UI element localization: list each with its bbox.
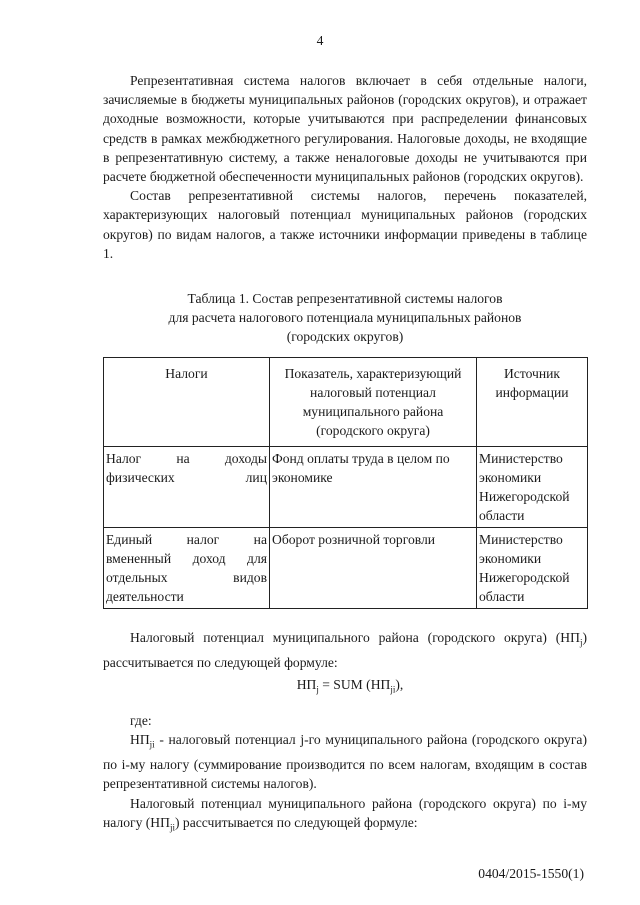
paragraph-per-tax: Налоговый потенциал муниципального района (городского округа) по i-му налогу $(НП_{ji})$ рассчитывается по следующей формуле: <box>103 795 587 833</box>
definition-npji: $НП_{ji}$ - налоговый потенциал j-го муниципального района (городского округа) по i-му налогу (суммирование производится по всем налогам, входящим в состав репрезентативной системы налогов). <box>103 732 587 792</box>
header-indicator: Показатель, характеризующий налоговый потенциал муниципального района (городского округа) <box>270 358 477 447</box>
paragraph-formula-intro: Налоговый потенциал муниципального района (городского округа) $(НП_j)$ рассчитывается по следующей формуле: <box>103 630 587 670</box>
table-caption-line: Таблица 1. Состав репрезентативной системы налогов <box>187 291 503 306</box>
paragraph-composition: Состав репрезентативной системы налогов, перечень показателей, характеризующих налоговый потенциал муниципальных районов (городских округов) по видам налогов, а также источники информации приведены в таблице 1. <box>103 188 587 261</box>
table-row <box>104 447 588 528</box>
where-label: где: <box>130 713 152 728</box>
definitions-section <box>103 711 587 838</box>
table-row <box>104 528 588 609</box>
header-taxes: Налоги <box>104 358 270 447</box>
table-caption-line: для расчета налогового потенциала муниципальных районов <box>168 310 522 325</box>
table-header-row <box>104 358 588 447</box>
document-code: 0404/2015-1550(1) <box>478 866 584 881</box>
tax-table <box>103 357 588 609</box>
cell-indicator: Оборот розничной торговли <box>270 528 477 609</box>
formula-intro <box>103 628 587 672</box>
cell-tax: Единый налог на вмененный доход для отдельных видов деятельности <box>104 528 270 609</box>
paragraph-representative-system: Репрезентативная система налогов включает в себя отдельные налоги, зачисляемые в бюджеты муниципальных районов (городских округов), и отражает доходные возможности, которые учитываются при распределении финансовых средств в рамках межбюджетного регулирования. Налоговые доходы, не входящие в репрезентативную систему, а также неналоговые доходы не учитываются при расчете бюджетной обеспеченности муниципальных районов (городских округов). <box>103 73 587 185</box>
cell-indicator: Фонд оплаты труда в целом по экономике <box>270 447 477 528</box>
cell-source: Министерство экономики Нижегородской области <box>477 447 588 528</box>
page-number: 4 <box>316 33 324 48</box>
intro-section <box>103 71 587 263</box>
table-caption <box>103 289 587 346</box>
cell-source: Министерство экономики Нижегородской области <box>477 528 588 609</box>
cell-tax: Налог на доходы физических лиц <box>104 447 270 528</box>
header-source: Источник информации <box>477 358 588 447</box>
table-caption-line: (городских округов) <box>286 329 404 344</box>
formula-total: $НП_j$ = SUM $(НП_{ji})$, <box>296 677 404 695</box>
